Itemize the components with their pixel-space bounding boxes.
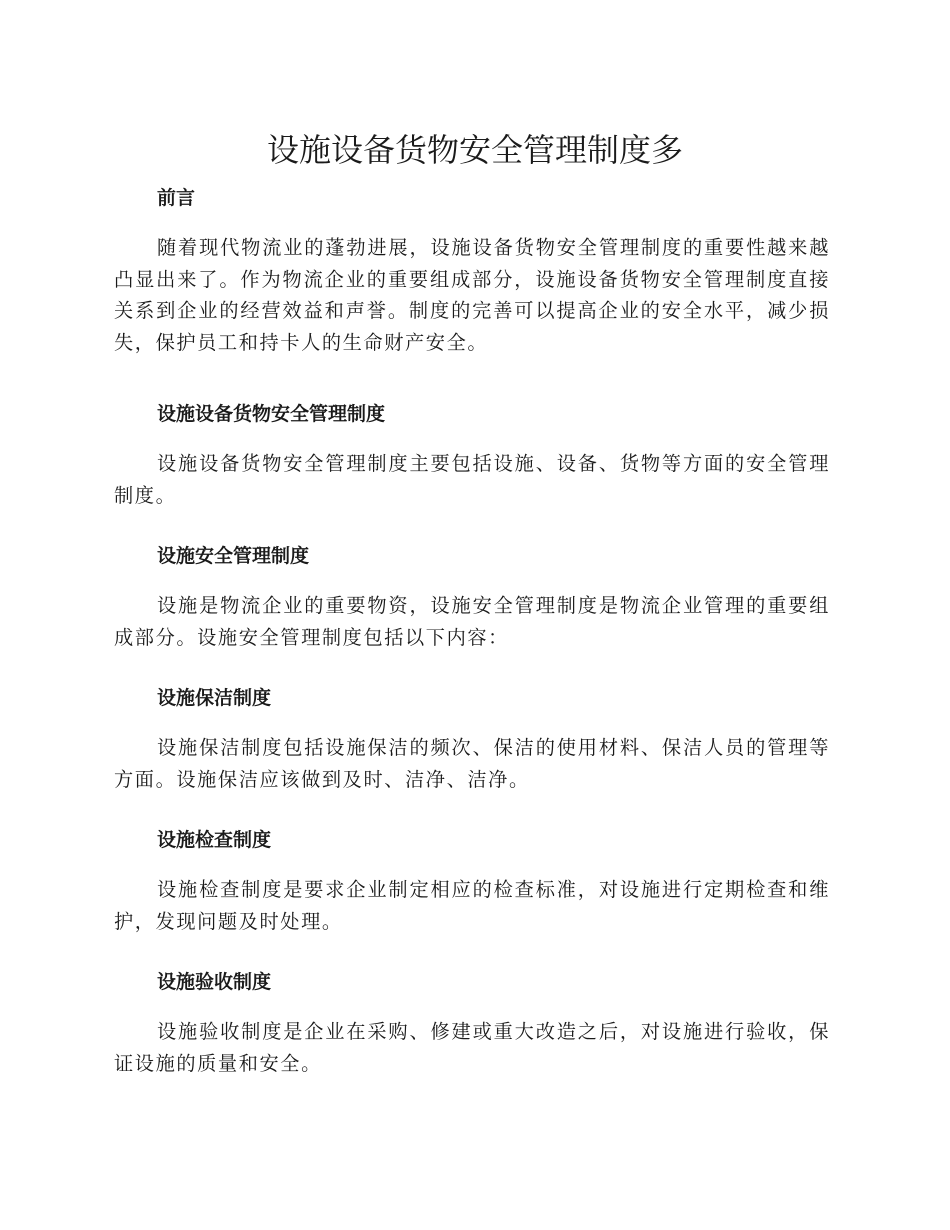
section-facility-cleaning [114, 684, 830, 795]
section-paragraph: 设施检查制度是要求企业制定相应的检查标准，对设施进行定期检查和维护，发现问题及时处理。 [114, 878, 830, 933]
section-facility-acceptance [114, 968, 830, 1079]
section-facility-inspection [114, 826, 830, 937]
document-title: 设施设备货物安全管理制度多 [266, 131, 683, 169]
section-paragraph: 设施保洁制度包括设施保洁的频次、保洁的使用材料、保洁人员的管理等方面。设施保洁应该做到及时、洁净、洁净。 [114, 736, 830, 791]
section-facility-equipment-cargo [114, 400, 830, 511]
section-facility-safety [114, 542, 830, 653]
section-heading: 设施安全管理制度 [157, 545, 310, 567]
section-heading: 设施检查制度 [157, 829, 272, 851]
section-heading: 设施设备货物安全管理制度 [157, 403, 386, 425]
section-paragraph: 设施验收制度是企业在采购、修建或重大改造之后，对设施进行验收，保证设施的质量和安全。 [114, 1020, 830, 1075]
section-paragraph: 随着现代物流业的蓬勃进展，设施设备货物安全管理制度的重要性越来越凸显出来了。作为物流企业的重要组成部分，设施设备货物安全管理制度直接关系到企业的经营效益和声誉。制度的完善可以提高企业的安全水平，减少损失，保护员工和持卡人的生命财产安全。 [114, 236, 830, 354]
section-heading: 设施验收制度 [157, 971, 272, 993]
section-heading: 前言 [157, 187, 196, 209]
section-paragraph: 设施是物流企业的重要物资，设施安全管理制度是物流企业管理的重要组成部分。设施安全管理制度包括以下内容： [114, 594, 830, 649]
section-preface [114, 184, 830, 358]
section-heading: 设施保洁制度 [157, 687, 272, 709]
section-paragraph: 设施设备货物安全管理制度主要包括设施、设备、货物等方面的安全管理制度。 [114, 452, 830, 507]
